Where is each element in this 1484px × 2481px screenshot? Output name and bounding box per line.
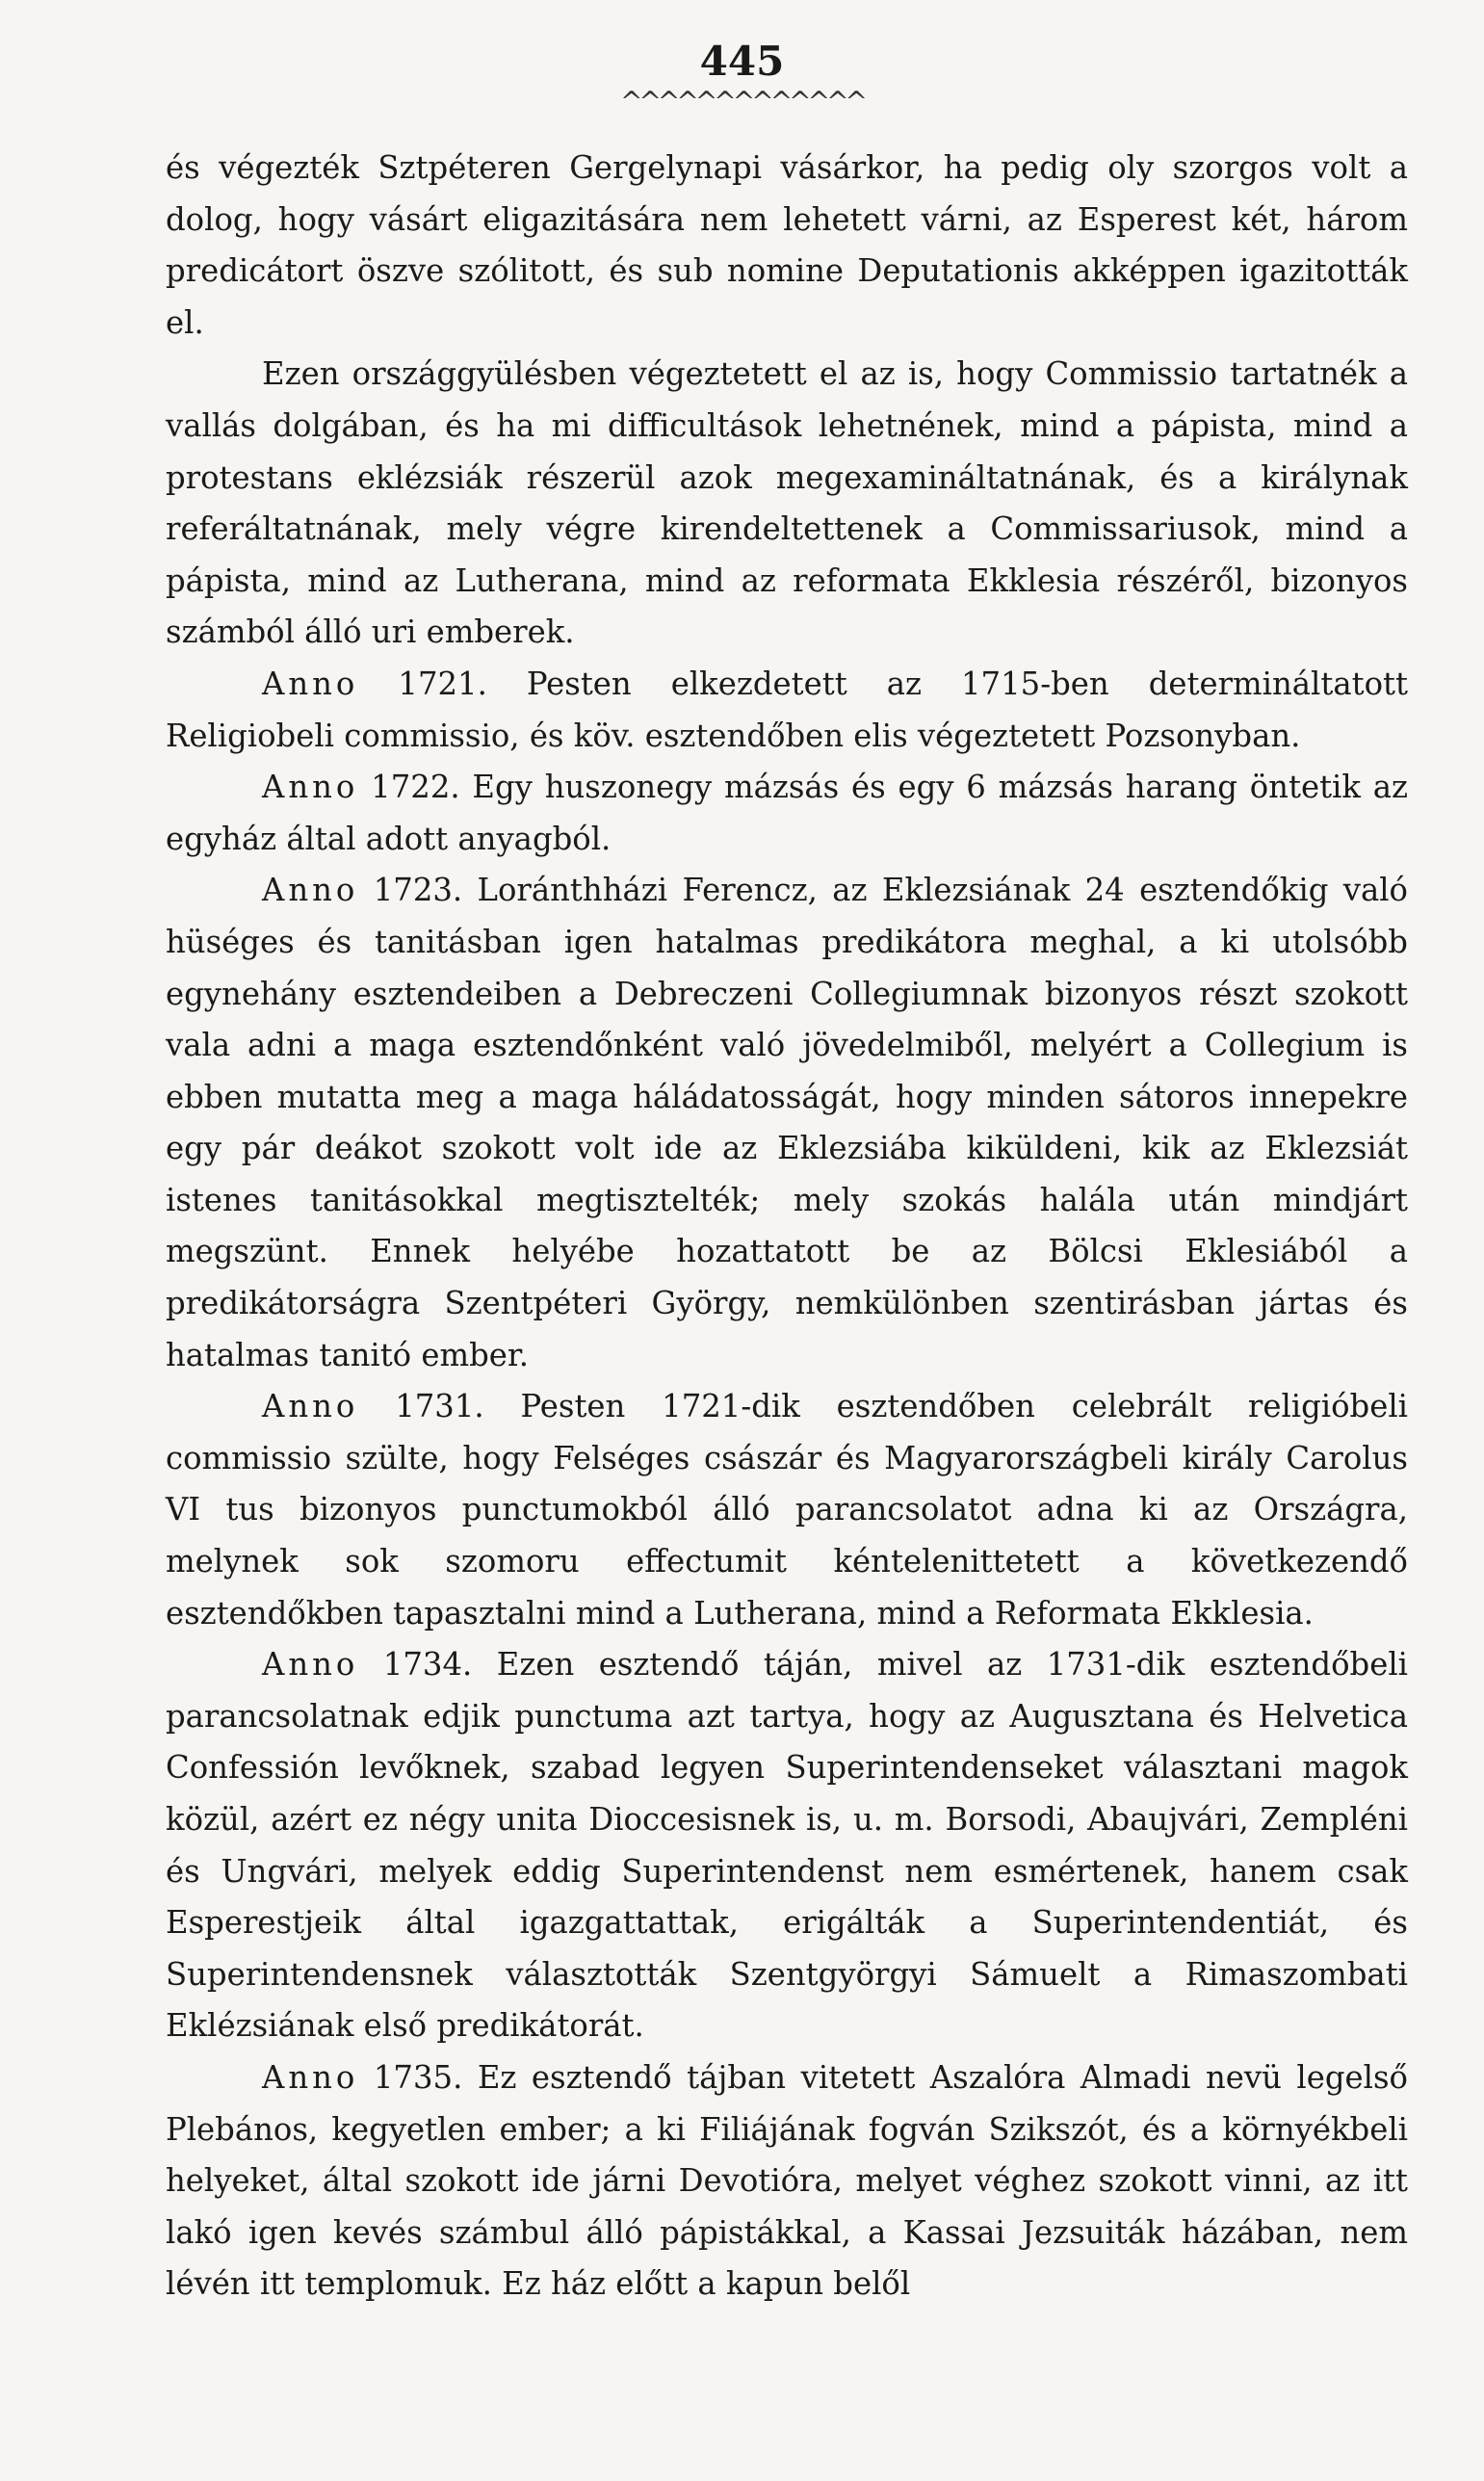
- paragraph: [166, 659, 1408, 762]
- paragraph: [166, 143, 1408, 349]
- paragraph: [166, 865, 1408, 1381]
- paragraph-text: 1731. Pesten 1721-dik esztendőben celebrált religióbeli commissio szülte, hogy Felséges császár és Magyarországbeli király Carolus VI tus bizonyos punctumokból álló parancsolatot adna ki az Országra, melynek sok szomoru effectumit kéntelenittetett a következendő esztendőkben tapasztalni mind a Lutherana, mind a Reformata Ekklesia.: [166, 1388, 1408, 1632]
- year-label: Anno: [262, 872, 359, 909]
- year-label: Anno: [262, 665, 359, 702]
- body-text: [166, 143, 1408, 2311]
- paragraph-text: és végezték Sztpéteren Gergelynapi vásárkor, ha pedig oly szorgos volt a dolog, hogy vásárt eligazitására nem lehetett várni, az Esperest két, három predicátort öszve szólitott, és sub nomine Deputationis akképpen igazitották el.: [166, 149, 1408, 341]
- paragraph: [166, 1381, 1408, 1639]
- paragraph: [166, 1639, 1408, 2052]
- paragraph-text: 1721. Pesten elkezdetett az 1715-ben determináltatott Religiobeli commissio, és köv. esztendőben elis végeztetett Pozsonyban.: [166, 665, 1408, 754]
- year-label: Anno: [262, 769, 359, 806]
- paragraph-text: 1722. Egy huszonegy mázsás és egy 6 mázsás harang öntetik az egyház által adott anyagból.: [166, 769, 1408, 857]
- header-ornament: ^^^^^^^^^^^^^: [620, 86, 864, 118]
- paragraph-text: 1734. Ezen esztendő táján, mivel az 1731-dik esztendőbeli parancsolatnak edjik punctuma azt tartya, hogy az Augusztana és Helvetica Confessión levőknek, szabad legyen Superintendenseket választani magok közül, azért ez négy unita Dioccesisnek is, u. m. Borsodi, Abaujvári, Zempléni és Ungvári, melyek eddig Superintendenst nem esmértenek, hanem csak Esperestjeik által igazgattattak, erigálták a Superintendentiát, és Superintendensnek választották Szentgyörgyi Sámuelt a Rimaszombati Eklézsiának első predikátorát.: [166, 1646, 1408, 2045]
- paragraph: [166, 2052, 1408, 2311]
- paragraph-text: Ezen országgyülésben végeztetett el az is, hogy Commissio tartatnék a vallás dolgában, és ha mi difficultások lehetnének, mind a pápista, mind a protestans eklézsiák részerül azok megexamináltatnának, és a királynak referáltatnának, mely végre kirendeltettenek a Commissariusok, mind a pápista, mind az Lutherana, mind az reformata Ekklesia részéről, bizonyos számból álló uri emberek.: [166, 355, 1408, 651]
- year-label: Anno: [262, 2058, 359, 2096]
- paragraph: [166, 762, 1408, 865]
- year-label: Anno: [262, 1388, 359, 1425]
- paragraph-text: 1735. Ez esztendő tájban vitetett Aszalóra Almadi nevü legelső Plebános, kegyetlen ember; a ki Filiájának fogván Szikszót, és a környékbeli helyeket, által szokott ide járni Devotióra, melyet véghez szokott vinni, az itt lakó igen kevés számbul álló pápistákkal, a Kassai Jezsuiták házában, nem lévén itt templomuk. Ez ház előtt a kapun belől: [166, 2058, 1408, 2303]
- paragraph: [166, 349, 1408, 659]
- year-label: Anno: [262, 1646, 359, 1684]
- paragraph-text: 1723. Loránthházi Ferencz, az Eklezsiának 24 esztendőkig való hüséges és tanitásban igen hatalmas predikátora meghal, a ki utolsóbb egynehány esztendeiben a Debreczeni Collegiumnak bizonyos részt szokott vala adni a maga esztendőnként való jövedelmiből, melyért a Collegium is ebben mutatta meg a maga háládatosságát, hogy minden sátoros innepekre egy pár deákot szokott volt ide az Eklezsiába kiküldeni, kik az Eklezsiát istenes tanitásokkal megtisztelték; mely szokás halála után mindjárt megszünt. Ennek helyébe hozattatott be az Bölcsi Eklesiából a predikátorságra Szentpéteri György, nemkülönben szentirásban jártas és hatalmas tanitó ember.: [166, 872, 1408, 1373]
- page-number: 445: [699, 38, 785, 85]
